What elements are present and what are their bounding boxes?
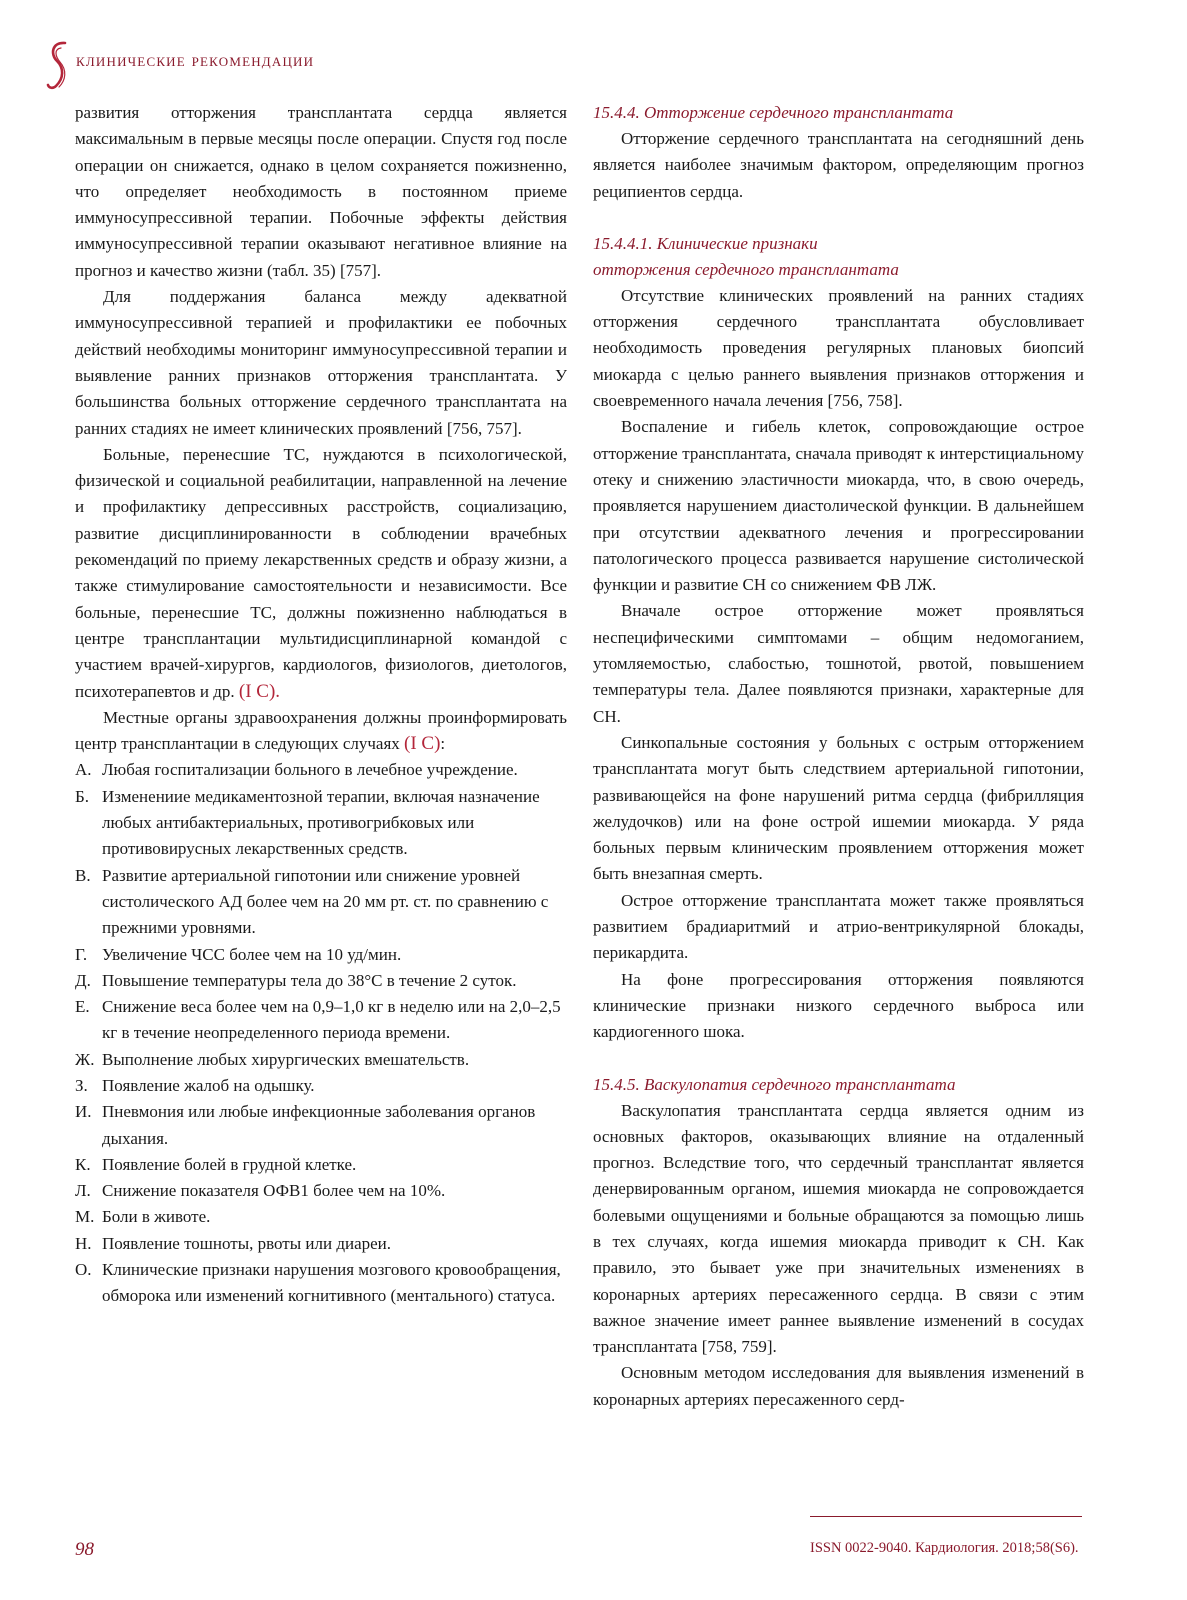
list-item <box>75 1099 567 1152</box>
right-paragraph: Отторжение сердечного трансплантата на сегодняшний день является наиболее значимым фактором, определяющим прогноз реципиентов сердца. <box>593 129 1084 201</box>
header-title: клинические рекомендации <box>76 50 315 70</box>
list-item-text: Снижение веса более чем на 0,9–1,0 кг в неделю или на 2,0–2,5 кг в течение неопределенного периода времени. <box>102 997 561 1043</box>
list-item-text: Выполнение любых хирургических вмешательств. <box>102 1049 470 1069</box>
list-marker: Г. <box>75 944 88 964</box>
list-item <box>75 1204 567 1230</box>
stylized-s-logo-icon <box>44 40 74 90</box>
list-item <box>75 994 567 1047</box>
right-paragraph: Отсутствие клинических проявлений на ранних стадиях отторжения сердечного трансплантата обусловливает необходимость проведения регулярных плановых биопсий миокарда с целью раннего выявления признаков отторжения и своевременного начала лечения [756, 758]. <box>593 285 1084 411</box>
left-paragraph-2: Для поддержания баланса между адекватной иммуносупрессивной терапией и профилактики ее побочных действий необходимы мониторинг иммуносупрессивной терапии и выявление ранних признаков отторжения трансплантата. У большинства больных отторжение сердечного трансплантата на ранних стадиях не имеет клинических проявлений [756, 757]. <box>75 287 567 438</box>
list-item <box>75 1231 567 1257</box>
paragraph-text: Местные органы здравоохранения должны проинформировать центр трансплантации в следующих случаях <box>75 707 567 754</box>
section-heading: 15.4.5. Васкулопатия сердечного трансплантата <box>593 1074 956 1094</box>
list-marker: З. <box>75 1075 88 1095</box>
list-marker: И. <box>75 1102 92 1122</box>
section-spacer <box>593 205 1084 231</box>
list-marker: А. <box>75 760 92 780</box>
list-item-text: Появление болей в грудной клетке. <box>102 1154 357 1174</box>
list-marker: Л. <box>75 1181 91 1201</box>
list-item <box>75 942 567 968</box>
list-marker: Е. <box>75 997 90 1017</box>
paragraph-text: Больные, перенесшие ТС, нуждаются в психологической, физической и социальной реабилитации, направленной на лечение и профилактику депрессивных расстройств, социализацию, развитие дисциплинированности в соблюдении врачебных рекомендаций по приему лекарственных средств и образу жизни, а также стимулирование самостоятельности и независимости. Все больные, перенесшие ТС, должны пожизненно наблюдаться в центре трансплантации мультидисциплинарной командой с участием врачей-хирургов, кардиологов, физиологов, диетологов, психотерапевтов и др. <box>75 444 567 701</box>
list-item-text: Появление тошноты, рвоты или диареи. <box>102 1233 392 1253</box>
right-paragraph: Синкопальные состояния у больных с острым отторжением трансплантата могут быть следствием артериальной гипотонии, развивающейся на фоне нарушений ритма сердца (фибрилляция желудочков) или на фоне острой ишемии миокарда. У ряда больных первым клиническим проявлением отторжения может быть внезапная смерть. <box>593 732 1084 884</box>
evidence-level-ref: (I C) <box>404 733 441 755</box>
list-item <box>75 968 567 994</box>
list-marker: Н. <box>75 1233 92 1253</box>
right-paragraph: Основным методом исследования для выявления изменений в коронарных артериях пересаженного серд- <box>593 1363 1084 1409</box>
list-marker: К. <box>75 1154 91 1174</box>
right-paragraph: Вначале острое отторжение может проявляться неспецифическими симптомами – общим недомоганием, утомляемостью, слабостью, тошнотой, рвотой, повышением температуры тела. Далее появляются признаки, характерные для СН. <box>593 601 1084 726</box>
list-item-text: Клинические признаки нарушения мозгового кровообращения, обморока или изменений когнитивного (ментального) статуса. <box>102 1260 561 1306</box>
left-paragraph-4 <box>75 705 567 758</box>
subsection-heading-line-1: 15.4.4.1. Клинические признаки <box>593 233 818 253</box>
notification-cases-list <box>75 757 567 1309</box>
list-item-text: Снижение показателя ОФВ1 более чем на 10%. <box>102 1181 446 1201</box>
list-item-text: Любая госпитализации больного в лечебное учреждение. <box>102 760 518 780</box>
list-item <box>75 1047 567 1073</box>
right-paragraph: На фоне прогрессирования отторжения появляются клинические признаки низкого сердечного выброса или кардиогенного шока. <box>593 969 1084 1042</box>
right-column <box>593 100 1084 1413</box>
section-spacer <box>593 1046 1084 1072</box>
list-item-text: Развитие артериальной гипотонии или снижение уровней систолического АД более чем на 20 мм рт. ст. по сравнению с прежними уровнями. <box>102 865 549 938</box>
list-item <box>75 1178 567 1204</box>
list-item-text: Увеличение ЧСС более чем на 10 уд/мин. <box>102 944 402 964</box>
left-paragraph-1: развития отторжения трансплантата сердца является максимальным в первые месяцы после операции. Спустя год после операции он снижается, однако в целом сохраняется пожизненно, что определяет необходимость в постоянном приеме иммуносупрессивной терапии. Побочные эффекты действия иммуносупрессивной терапии оказывают негативное влияние на прогноз и качество жизни (табл. 35) [757]. <box>75 103 567 280</box>
list-item <box>75 1152 567 1178</box>
list-marker: Ж. <box>75 1049 95 1069</box>
list-item <box>75 757 567 783</box>
left-paragraph-3 <box>75 442 567 705</box>
right-paragraph: Воспаление и гибель клеток, сопровождающие острое отторжение трансплантата, сначала приводят к интерстициальному отеку и снижению эластичности миокарда, что, в свою очередь, проявляется нарушением диастолической функции. В дальнейшем при отсутствии адекватного лечения и прогрессировании патологического процесса развивается нарушение систолической функции и развитие СН со снижением ФВ ЛЖ. <box>593 417 1084 595</box>
paragraph-tail: : <box>440 734 446 754</box>
list-item-text: Изменениие медикаментозной терапии, включая назначение любых антибактериальных, противогрибковых или противовирусных лекарственных средств. <box>102 786 540 859</box>
list-marker: Д. <box>75 970 91 990</box>
evidence-level-ref: (I C). <box>238 680 281 702</box>
subsection-heading-line-2: отторжения сердечного трансплантата <box>593 259 899 279</box>
list-marker: Б. <box>75 786 90 806</box>
journal-citation: ISSN 0022-9040. Кардиология. 2018;58(S6). <box>810 1540 1079 1556</box>
right-paragraph: Острое отторжение трансплантата может также проявляться развитием брадиаритмий и атрио-вентрикулярной блокады, перикардита. <box>593 890 1084 963</box>
section-heading: 15.4.4. Отторжение сердечного трансплантата <box>593 103 954 122</box>
list-item-text: Боли в животе. <box>102 1207 211 1227</box>
list-item <box>75 863 567 942</box>
right-paragraph: Васкулопатия трансплантата сердца является одним из основных факторов, оказывающих влияние на отдаленный прогноз. Вследствие того, что сердечный трансплантат является денервированным органом, ишемия миокарда не сопровождается болевыми ощущениями и больные обращаются за помощью лишь в тех случаях, когда ишемия миокарда приводит к СН. Как правило, это бывает уже при значительных изменениях в коронарных артериях пересаженного сердца. В связи с этим важное значение имеет раннее выявление изменений в сосудах трансплантата [758, 759]. <box>593 1100 1084 1357</box>
list-marker: М. <box>75 1207 95 1227</box>
list-item <box>75 1257 567 1310</box>
list-item-text: Повышение температуры тела до 38°С в течение 2 суток. <box>102 970 517 990</box>
list-item <box>75 784 567 863</box>
page-number: 98 <box>75 1539 94 1560</box>
list-marker: В. <box>75 865 91 885</box>
footer-divider <box>810 1516 1082 1517</box>
left-column <box>75 100 567 1310</box>
list-item <box>75 1073 567 1099</box>
list-marker: О. <box>75 1260 92 1280</box>
list-item-text: Появление жалоб на одышку. <box>102 1075 315 1095</box>
list-item-text: Пневмония или любые инфекционные заболевания органов дыхания. <box>102 1102 536 1148</box>
